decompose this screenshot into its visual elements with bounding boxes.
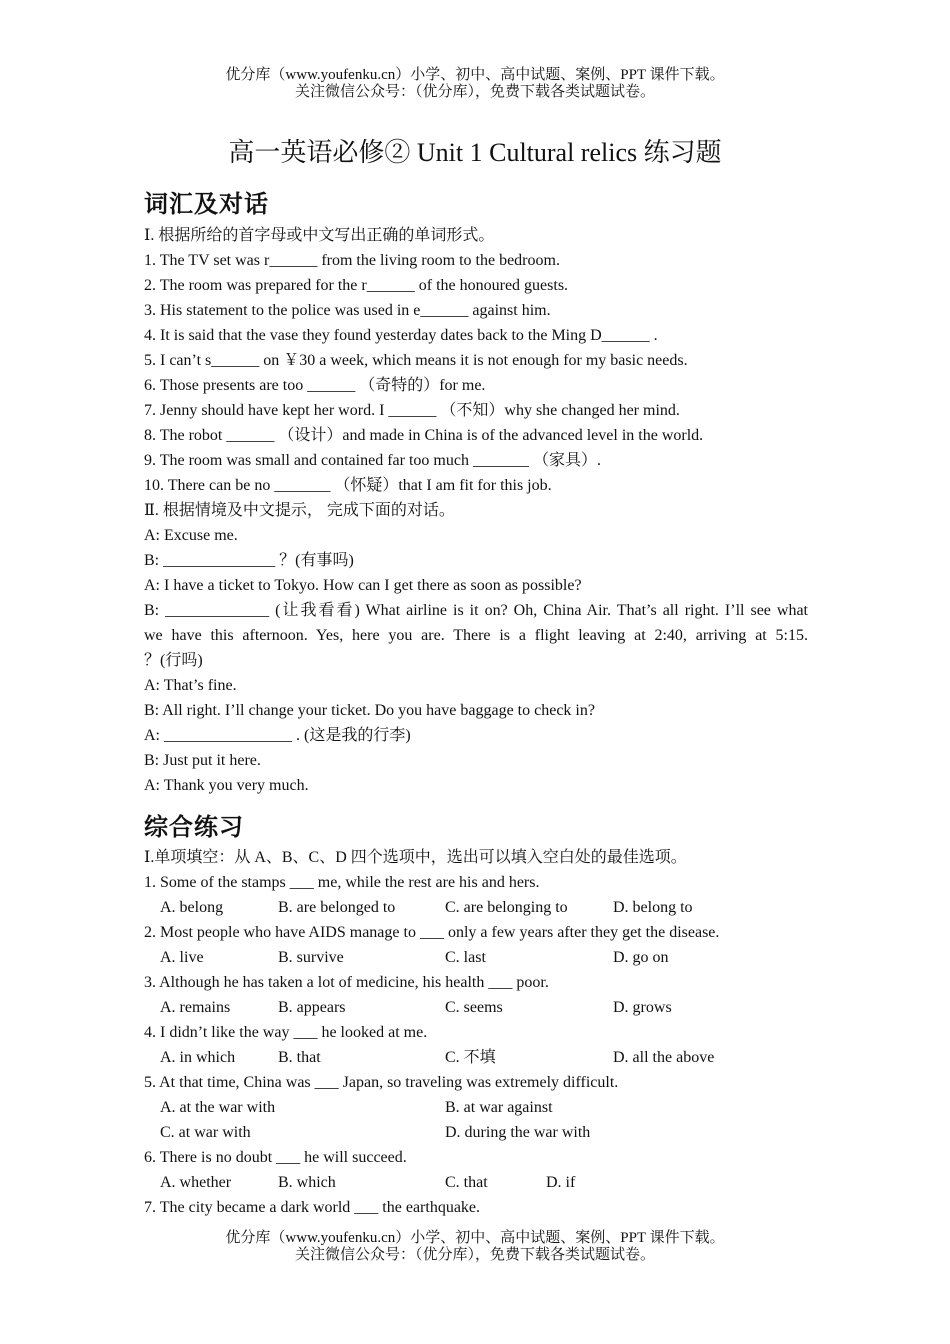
section-heading-vocab: 词汇及对话: [144, 190, 269, 218]
question-stem: 4. I didn’t like the way ___ he looked at me.: [144, 1024, 428, 1041]
vocab-item: 4. It is said that the vase they found yesterday dates back to the Ming D______ .: [144, 327, 658, 344]
practice-section: [144, 845, 808, 1220]
option-a: A. belong: [160, 899, 224, 916]
option-c: C. seems: [445, 999, 503, 1016]
question-options: [144, 945, 808, 970]
question-stem: 7. The city became a dark world ___ the earthquake.: [144, 1199, 481, 1216]
option-c: C. are belonging to: [445, 899, 568, 916]
section-heading-practice: 综合练习: [144, 813, 244, 841]
question-stem: 1. Some of the stamps ___ me, while the rest are his and hers.: [144, 874, 540, 891]
option-a: A. live: [160, 949, 204, 966]
vocab-item: 2. The room was prepared for the r______ of the honoured guests.: [144, 277, 569, 294]
option-b: B. that: [278, 1049, 321, 1066]
question-options: [144, 1120, 808, 1145]
option-d: D. grows: [613, 999, 672, 1016]
vocab-section: [144, 223, 808, 798]
question-stem: 3. Although he has taken a lot of medicine, his health ___ poor.: [144, 974, 549, 991]
dialogue-line: A: I have a ticket to Tokyo. How can I get there as soon as possible?: [144, 577, 582, 594]
option-d: D. belong to: [613, 899, 693, 916]
question-options: [144, 895, 808, 920]
option-a: A. whether: [160, 1174, 232, 1191]
option-d: D. if: [546, 1174, 576, 1191]
option-d: D. during the war with: [445, 1124, 591, 1141]
dialogue-line: B: All right. I’ll change your ticket. Do you have baggage to check in?: [144, 702, 595, 719]
document-title: 高一英语必修② Unit 1 Cultural relics 练习题: [228, 138, 722, 167]
vocab-item: 7. Jenny should have kept her word. I ______ （不知）why she changed her mind.: [144, 402, 680, 419]
dialogue-line: ？(行吗): [144, 652, 203, 669]
vocab-item: 10. There can be no _______ （怀疑）that I am fit for this job.: [144, 477, 552, 494]
question-options: [144, 1095, 808, 1120]
footer-line-2: 关注微信公众号：（优分库），免费下载各类试题试卷。: [294, 1247, 655, 1263]
question-stem: 6. There is no doubt ___ he will succeed.: [144, 1149, 407, 1166]
vocab-item: 9. The room was small and contained far too much _______ （家具）.: [144, 452, 601, 469]
vocab-item: 5. I can’t s______ on ￥30 a week, which means it is not enough for my basic needs.: [144, 352, 688, 369]
option-b: B. which: [278, 1174, 336, 1191]
vocab-item: 1. The TV set was r______ from the living room to the bedroom.: [144, 252, 560, 269]
option-d: D. go on: [613, 949, 669, 966]
header-line-1: 优分库（www.youfenku.cn）小学、初中、高中试题、案例、PPT 课件下载。: [225, 67, 725, 83]
question-options: [144, 1170, 808, 1195]
option-b: B. are belonged to: [278, 899, 396, 916]
question-stem: 5. At that time, China was ___ Japan, so traveling was extremely difficult.: [144, 1074, 619, 1091]
option-c: C. that: [445, 1174, 488, 1191]
vocab-item: 6. Those presents are too ______ （奇特的）for me.: [144, 377, 486, 394]
dialogue-line: A: Thank you very much.: [144, 777, 309, 794]
part1-instruction: Ⅰ. 根据所给的首字母或中文写出正确的单词形式。: [144, 227, 495, 244]
page-header: [0, 67, 950, 101]
footer-line-1: 优分库（www.youfenku.cn）小学、初中、高中试题、案例、PPT 课件下载。: [225, 1230, 725, 1246]
question-options: [144, 995, 808, 1020]
option-d: D. all the above: [613, 1049, 715, 1066]
question-options: [144, 1045, 808, 1070]
option-a: A. at the war with: [160, 1099, 276, 1116]
dialogue-line: we have this afternoon. Yes, here you are. There is a flight leaving at 2:40, arriving at 5:15.: [144, 627, 808, 644]
dialogue-line: B: _____________ (让我看看) What airline is it on? Oh, China Air. That’s all right. I’ll see what: [144, 602, 808, 619]
option-c: C. at war with: [160, 1124, 251, 1141]
header-line-2: 关注微信公众号：（优分库），免费下载各类试题试卷。: [294, 84, 655, 100]
option-b: B. appears: [278, 999, 346, 1016]
option-b: B. at war against: [445, 1099, 553, 1116]
option-b: B. survive: [278, 949, 344, 966]
dialogue-line: A: ________________ . (这是我的行李): [144, 727, 411, 744]
dialogue-line: A: That’s fine.: [144, 677, 237, 694]
practice-instruction: Ⅰ.单项填空：从 A、B、C、D 四个选项中，选出可以填入空白处的最佳选项。: [144, 849, 687, 866]
option-a: A. in which: [160, 1049, 236, 1066]
part2-instruction: Ⅱ. 根据情境及中文提示， 完成下面的对话。: [144, 502, 455, 519]
page-footer: [0, 1230, 950, 1264]
option-c: C. 不填: [445, 1049, 496, 1066]
vocab-item: 8. The robot ______ （设计）and made in China is of the advanced level in the world.: [144, 427, 704, 444]
dialogue-line: A: Excuse me.: [144, 527, 238, 544]
dialogue-line: B: Just put it here.: [144, 752, 261, 769]
dialogue-line: B: ______________ ？(有事吗): [144, 552, 354, 569]
question-stem: 2. Most people who have AIDS manage to ___ only a few years after they get the disease.: [144, 924, 720, 941]
option-a: A. remains: [160, 999, 231, 1016]
vocab-item: 3. His statement to the police was used in e______ against him.: [144, 302, 551, 319]
option-c: C. last: [445, 949, 486, 966]
